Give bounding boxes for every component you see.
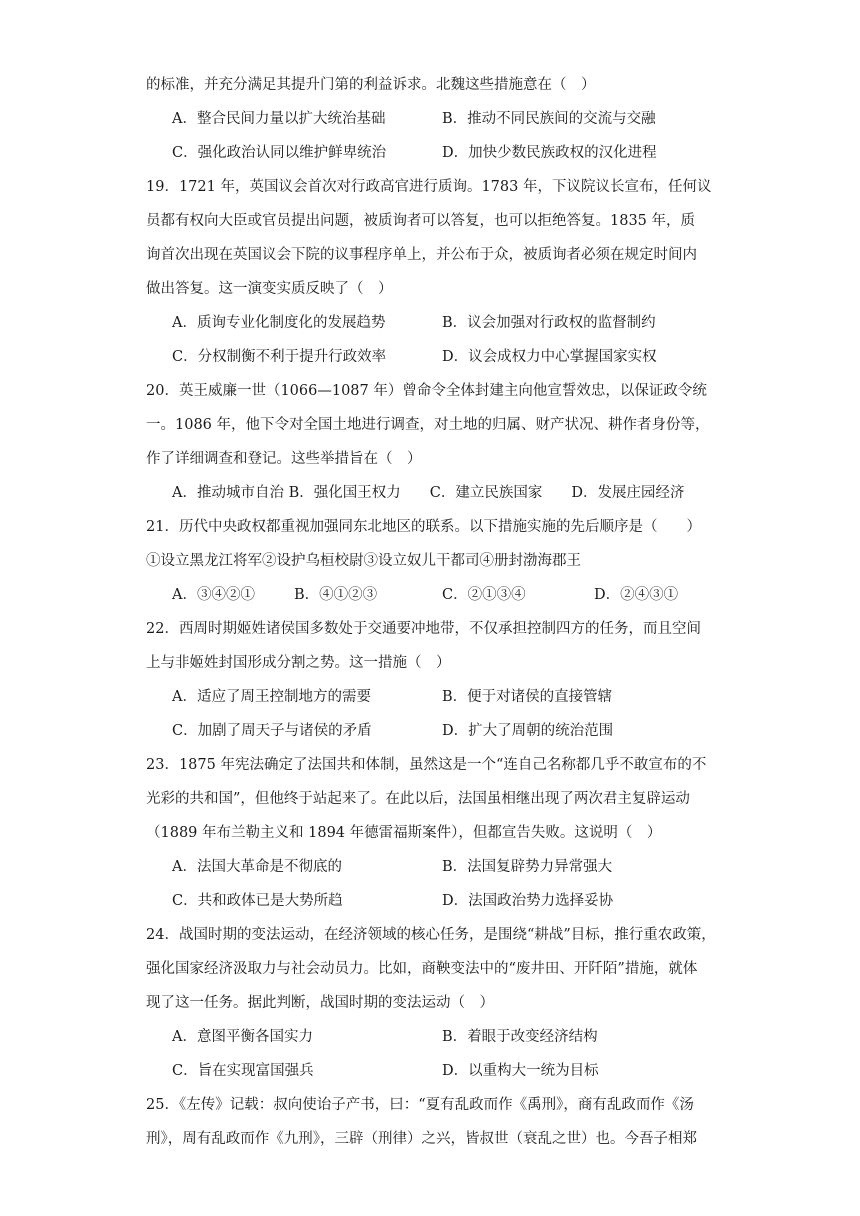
q23-stem-line: 23．1875 年宪法确定了法国共和体制，虽然这是一个“连自己名称都几乎不敢宣布的不 — [146, 757, 707, 773]
q20-stem-line: 一。1086 年，他下令对全国土地进行调查，对土地的归属、财产状况、耕作者身份等， — [146, 417, 710, 433]
q19-option-a[interactable]: A．质询专业化制度化的发展趋势 — [172, 315, 386, 331]
q23-stem-line: （1889 年布兰勒主义和 1894 年德雷福斯案件），但都宣告失败。这说明（ ） — [146, 825, 662, 841]
q22-option-c[interactable]: C．加剧了周天子与诸侯的矛盾 — [172, 723, 372, 739]
q23-stem-line: 光彩的共和国”，但他终于站起来了。在此以后，法国虽相继出现了两次君主复辟运动 — [146, 791, 690, 807]
q21-option-a[interactable]: A．③④②① — [172, 587, 255, 603]
q19-stem-line: 询首次出现在英国议会下院的议事程序单上，并公布于众，被质询者必须在规定时间内 — [146, 247, 697, 263]
q21-stem-line: ①设立黑龙江将军②设护乌桓校尉③设立奴儿干都司④册封渤海郡王 — [146, 553, 581, 569]
q18-stem-line: 的标准，并充分满足其提升门第的利益诉求。北魏这些措施意在（ ） — [146, 77, 596, 93]
q22-stem-line: 上与非姬姓封国形成分割之势。这一措施（ ） — [146, 655, 451, 671]
q18-option-d[interactable]: D．加快少数民族政权的汉化进程 — [442, 145, 657, 161]
q18-option-c[interactable]: C．强化政治认同以维护鲜卑统治 — [172, 145, 387, 161]
q19-stem-line: 做出答复。这一演变实质反映了（ ） — [146, 281, 393, 297]
q21-option-b[interactable]: B．④①②③ — [294, 587, 378, 603]
q19-option-c[interactable]: C．分权制衡不利于提升行政效率 — [172, 349, 387, 365]
q23-option-d[interactable]: D．法国政治势力选择妥协 — [442, 893, 614, 909]
q24-stem-line: 强化国家经济汲取力与社会动员力。比如，商鞅变法中的“废井田、开阡陌”措施，就体 — [146, 961, 698, 977]
q22-stem-line: 22．西周时期姬姓诸侯国多数处于交通要冲地带，不仅承担控制四方的任务，而且空间 — [146, 621, 701, 637]
q24-stem-line: 24．战国时期的变法运动，在经济领域的核心任务，是围绕“耕战”目标，推行重农政策， — [146, 927, 716, 943]
q21-option-d[interactable]: D．②④③① — [594, 587, 679, 603]
q25-stem-line: 刑》，周有乱政而作《九刑》，三辟（刑律）之兴，皆叔世（衰乱之世）也。今吾子相郑 — [146, 1131, 697, 1147]
q20-stem-line: 作了详细调查和登记。这些举措旨在（ ） — [146, 451, 422, 467]
q24-option-b[interactable]: B．着眼于改变经济结构 — [442, 1029, 598, 1045]
q22-option-d[interactable]: D．扩大了周朝的统治范围 — [442, 723, 614, 739]
q20-stem-line: 20．英王威廉一世（1066—1087 年）曾命令全体封建主向他宣誓效忠，以保证政令统 — [146, 383, 707, 399]
q24-stem-line: 现了这一任务。据此判断，战国时期的变法运动（ ） — [146, 995, 494, 1011]
q24-option-a[interactable]: A．意图平衡各国实力 — [172, 1029, 313, 1045]
q25-stem-line: 25．《左传》记载：叔向使诒子产书，曰：“夏有乱政而作《禹刑》，商有乱政而作《汤 — [146, 1097, 694, 1113]
q24-option-d[interactable]: D．以重构大一统为目标 — [442, 1063, 599, 1079]
q19-stem-line: 19．1721 年，英国议会首次对行政高官进行质询。1783 年，下议院议长宣布，任何议 — [146, 179, 712, 195]
q19-option-b[interactable]: B．议会加强对行政权的监督制约 — [442, 315, 656, 331]
q21-option-c[interactable]: C．②①③④ — [442, 587, 526, 603]
q23-option-a[interactable]: A．法国大革命是不彻底的 — [172, 859, 342, 875]
q22-option-a[interactable]: A．适应了周王控制地方的需要 — [172, 689, 371, 705]
q18-option-a[interactable]: A．整合民间力量以扩大统治基础 — [172, 111, 386, 127]
q21-stem-line: 21．历代中央政权都重视加强同东北地区的联系。以下措施实施的先后顺序是（ ） — [146, 519, 701, 535]
q19-stem-line: 员都有权向大臣或官员提出问题，被质询者可以答复，也可以拒绝答复。1835 年，质 — [146, 213, 696, 229]
q19-option-d[interactable]: D．议会成权力中心掌握国家实权 — [442, 349, 657, 365]
q24-option-c[interactable]: C．旨在实现富国强兵 — [172, 1063, 314, 1079]
q20-options[interactable]: A．推动城市自治 B．强化国王权力 C．建立民族国家 D．发展庄园经济 — [172, 485, 685, 501]
q23-option-c[interactable]: C．共和政体已是大势所趋 — [172, 893, 343, 909]
q18-option-b[interactable]: B．推动不同民族间的交流与交融 — [442, 111, 656, 127]
q22-option-b[interactable]: B．便于对诸侯的直接管辖 — [442, 689, 613, 705]
q23-option-b[interactable]: B．法国复辟势力异常强大 — [442, 859, 613, 875]
